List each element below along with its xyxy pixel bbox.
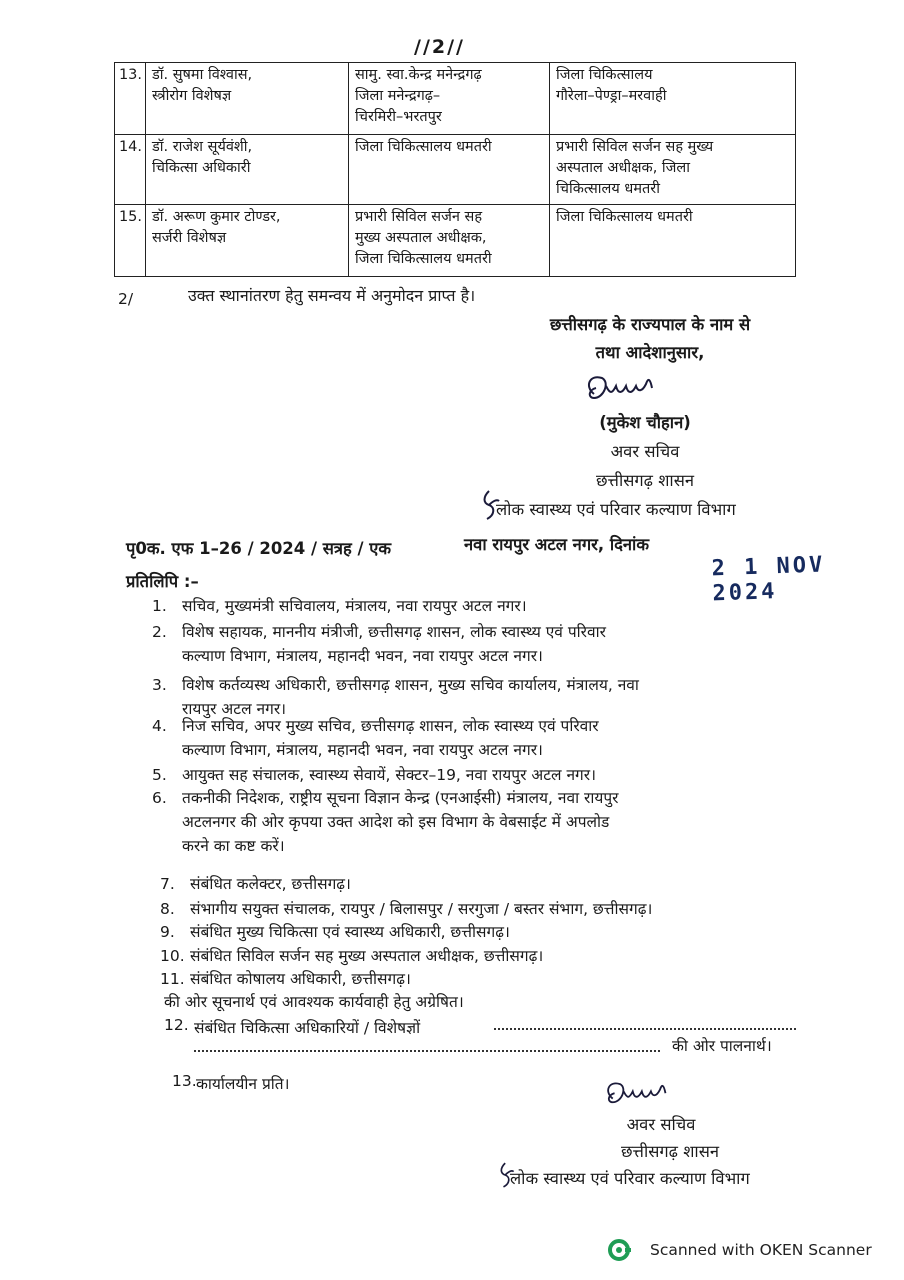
transfer-table	[114, 62, 796, 277]
government-name: छत्तीसगढ़ शासन	[620, 1142, 720, 1161]
approval-note: उक्त स्थानांतरण हेतु समन्वय में अनुमोदन प्राप्त है।	[188, 286, 476, 305]
list-item: 11. संबंधित कोषालय अधिकारी, छत्तीसगढ़।	[160, 970, 411, 988]
table-row	[115, 63, 796, 135]
officer-name: डॉ. राजेश सूर्यवंशी, चिकित्सा अधिकारी	[146, 135, 349, 205]
note-number: 2/	[118, 290, 134, 308]
scanner-watermark: Scanned with OKEN Scanner	[650, 1241, 872, 1259]
list-item: 5. आयुक्त सह संचालक, स्वास्थ्य सेवायें, सेक्टर–19, नवा रायपुर अटल नगर।	[152, 766, 596, 784]
dotted-line	[494, 1028, 796, 1030]
current-posting: प्रभारी सिविल सर्जन सह मुख्य अस्पताल अधीक्षक, जिला चिकित्सालय धमतरी	[349, 205, 550, 277]
reference-number: पृ0क. एफ 1–26 / 2024 / सत्रह / एक	[126, 539, 392, 558]
place-date: नवा रायपुर अटल नगर, दिनांक	[464, 535, 650, 554]
row-number: 15.	[115, 205, 146, 277]
department-name: लोक स्वास्थ्य एवं परिवार कल्याण विभाग	[510, 1169, 750, 1188]
row-number: 14.	[115, 135, 146, 205]
signatory-name: (मुकेश चौहान)	[599, 413, 691, 432]
copy-heading: प्रतिलिपि :–	[126, 572, 199, 591]
signatory-designation: अवर सचिव	[626, 1115, 696, 1134]
list-item: 2. विशेष सहायक, माननीय मंत्रीजी, छत्तीसगढ़ शासन, लोक स्वास्थ्य एवं परिवार कल्याण विभाग, मंत्रालय, महानदी भवन, नवा रायपुर अटल नगर।	[152, 623, 606, 665]
item-12-text: संबंधित चिकित्सा अधिकारियों / विशेषज्ञों	[194, 1019, 421, 1037]
list-item: 4. निज सचिव, अपर मुख्य सचिव, छत्तीसगढ़ शासन, लोक स्वास्थ्य एवं परिवार कल्याण विभाग, मंत्रालय, महानदी भवन, नवा रायपुर अटल नगर।	[152, 717, 599, 759]
signature-mark	[600, 1078, 700, 1112]
order-line: तथा आदेशानुसार,	[595, 343, 705, 362]
government-name: छत्तीसगढ़ शासन	[595, 471, 695, 490]
governor-order-line: छत्तीसगढ़ के राज्यपाल के नाम से	[549, 315, 751, 334]
list-item: 6. तकनीकी निदेशक, राष्ट्रीय सूचना विज्ञान केन्द्र (एनआईसी) मंत्रालय, नवा रायपुर अटलनगर की ओर कृपया उक्त आदेश को इस विभाग के वेबसाईट में अपलोड करने का कष्ट करें।	[152, 789, 619, 855]
forward-note: की ओर सूचनार्थ एवं आवश्यक कार्यवाही हेतु अग्रेषित।	[164, 993, 464, 1011]
row-number: 13.	[115, 63, 146, 135]
item-13-number: 13.	[172, 1072, 197, 1090]
list-item: 3. विशेष कर्तव्यस्थ अधिकारी, छत्तीसगढ़ शासन, मुख्य सचिव कार्यालय, मंत्रालय, नवा रायपुर अटल नगर।	[152, 676, 639, 718]
item-12-number: 12.	[164, 1016, 189, 1034]
list-item: 1. सचिव, मुख्यमंत्री सचिवालय, मंत्रालय, नवा रायपुर अटल नगर।	[152, 597, 527, 615]
signatory-designation: अवर सचिव	[610, 442, 680, 461]
table-row	[115, 205, 796, 277]
new-posting: जिला चिकित्सालय गौरेला–पेण्ड्रा–मरवाही	[550, 63, 796, 135]
item-12-suffix: की ओर पालनार्थ।	[672, 1037, 772, 1055]
list-item: 7. संबंधित कलेक्टर, छत्तीसगढ़।	[160, 875, 351, 893]
page-number: //2//	[414, 36, 465, 58]
officer-name: डॉ. सुषमा विश्वास, स्त्रीरोग विशेषज्ञ	[146, 63, 349, 135]
list-item: 9. संबंधित मुख्य चिकित्सा एवं स्वास्थ्य अधिकारी, छत्तीसगढ़।	[160, 923, 510, 941]
new-posting: जिला चिकित्सालय धमतरी	[550, 205, 796, 277]
current-posting: सामु. स्वा.केन्द्र मनेन्द्रगढ़ जिला मनेन्द्रगढ़– चिरमिरी–भरतपुर	[349, 63, 550, 135]
list-item: 8. संभागीय सयुक्त संचालक, रायपुर / बिलासपुर / सरगुजा / बस्तर संभाग, छत्तीसगढ़।	[160, 900, 653, 918]
scanner-logo-icon	[608, 1238, 632, 1262]
item-13-text: कार्यालयीन प्रति।	[196, 1075, 290, 1093]
date-stamp: 2 1 NOV 2024	[711, 552, 826, 607]
department-name: लोक स्वास्थ्य एवं परिवार कल्याण विभाग	[496, 500, 736, 519]
table-row	[115, 135, 796, 205]
current-posting: जिला चिकित्सालय धमतरी	[349, 135, 550, 205]
dotted-line	[194, 1050, 660, 1052]
signature-mark	[580, 372, 690, 408]
new-posting: प्रभारी सिविल सर्जन सह मुख्य अस्पताल अधीक्षक, जिला चिकित्सालय धमतरी	[550, 135, 796, 205]
list-item: 10. संबंधित सिविल सर्जन सह मुख्य अस्पताल अधीक्षक, छत्तीसगढ़।	[160, 947, 544, 965]
officer-name: डॉ. अरूण कुमार टोण्डर, सर्जरी विशेषज्ञ	[146, 205, 349, 277]
